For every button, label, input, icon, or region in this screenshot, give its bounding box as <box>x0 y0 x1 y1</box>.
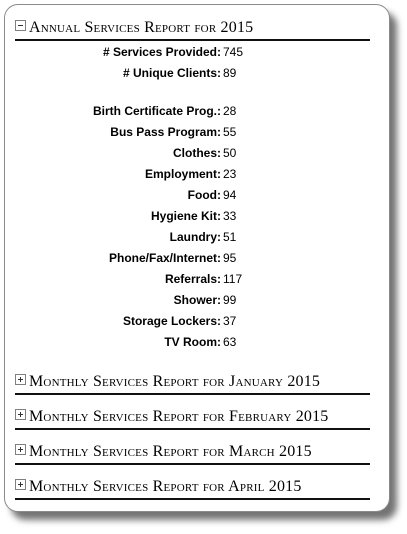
stat-row-employment <box>5 164 389 184</box>
annual-report-header[interactable] <box>15 17 370 41</box>
stat-value: 99 <box>223 293 237 307</box>
stat-row-bus-pass <box>5 122 389 142</box>
monthly-report-header-april[interactable] <box>15 476 370 500</box>
expand-icon[interactable] <box>15 444 26 455</box>
stat-row-referrals <box>5 269 389 289</box>
stat-label: Laundry: <box>169 230 221 244</box>
stat-label: Bus Pass Program: <box>110 125 221 139</box>
monthly-report-title: Monthly Services Report for April 2015 <box>29 478 302 495</box>
expand-icon[interactable] <box>15 409 26 420</box>
monthly-report-header-february[interactable] <box>15 406 370 430</box>
stat-label: Food: <box>187 188 221 202</box>
monthly-report-title: Monthly Services Report for January 2015 <box>29 373 321 390</box>
report-panel <box>4 4 390 512</box>
stat-label: Phone/Fax/Internet: <box>108 251 221 265</box>
stat-row-clothes <box>5 143 389 163</box>
stat-row-storage-lockers <box>5 311 389 331</box>
stat-value: 33 <box>223 209 237 223</box>
monthly-report-title: Monthly Services Report for February 2015 <box>29 408 329 425</box>
monthly-report-header-march[interactable] <box>15 441 370 465</box>
stat-row-services-provided <box>5 42 389 62</box>
annual-report-title: Annual Services Report for 2015 <box>29 19 254 36</box>
expand-icon[interactable] <box>15 374 26 385</box>
stat-label: Employment: <box>144 167 221 181</box>
stat-label: Clothes: <box>173 146 221 160</box>
stat-value: 50 <box>223 146 237 160</box>
stat-row-shower <box>5 290 389 310</box>
stat-value: 95 <box>223 251 237 265</box>
stat-label: Referrals: <box>164 272 221 286</box>
stat-value: 55 <box>223 125 237 139</box>
stat-row-phone-fax-internet <box>5 248 389 268</box>
stat-value: 117 <box>223 272 243 286</box>
collapse-icon[interactable] <box>15 20 26 31</box>
monthly-report-header-january[interactable] <box>15 371 370 395</box>
stat-row-unique-clients <box>5 63 389 83</box>
stat-value: 745 <box>223 45 244 59</box>
stat-label: Hygiene Kit: <box>150 209 221 223</box>
stat-label: # Unique Clients: <box>122 66 221 80</box>
stat-row-tv-room <box>5 332 389 352</box>
stat-value: 63 <box>223 335 237 349</box>
stat-value: 89 <box>223 66 237 80</box>
stat-row-food <box>5 185 389 205</box>
stat-label: TV Room: <box>164 335 221 349</box>
stat-row-birth-certificate <box>5 101 389 121</box>
stat-label: Birth Certificate Prog.: <box>92 104 221 118</box>
stat-row-laundry <box>5 227 389 247</box>
stat-row-hygiene-kit <box>5 206 389 226</box>
stat-value: 23 <box>223 167 237 181</box>
stat-label: # Services Provided: <box>102 45 221 59</box>
stat-label: Shower: <box>173 293 221 307</box>
stat-value: 94 <box>223 188 237 202</box>
stat-value: 28 <box>223 104 237 118</box>
stat-value: 37 <box>223 314 237 328</box>
monthly-report-title: Monthly Services Report for March 2015 <box>29 443 312 460</box>
stat-label: Storage Lockers: <box>122 314 221 328</box>
expand-icon[interactable] <box>15 479 26 490</box>
stat-value: 51 <box>223 230 237 244</box>
